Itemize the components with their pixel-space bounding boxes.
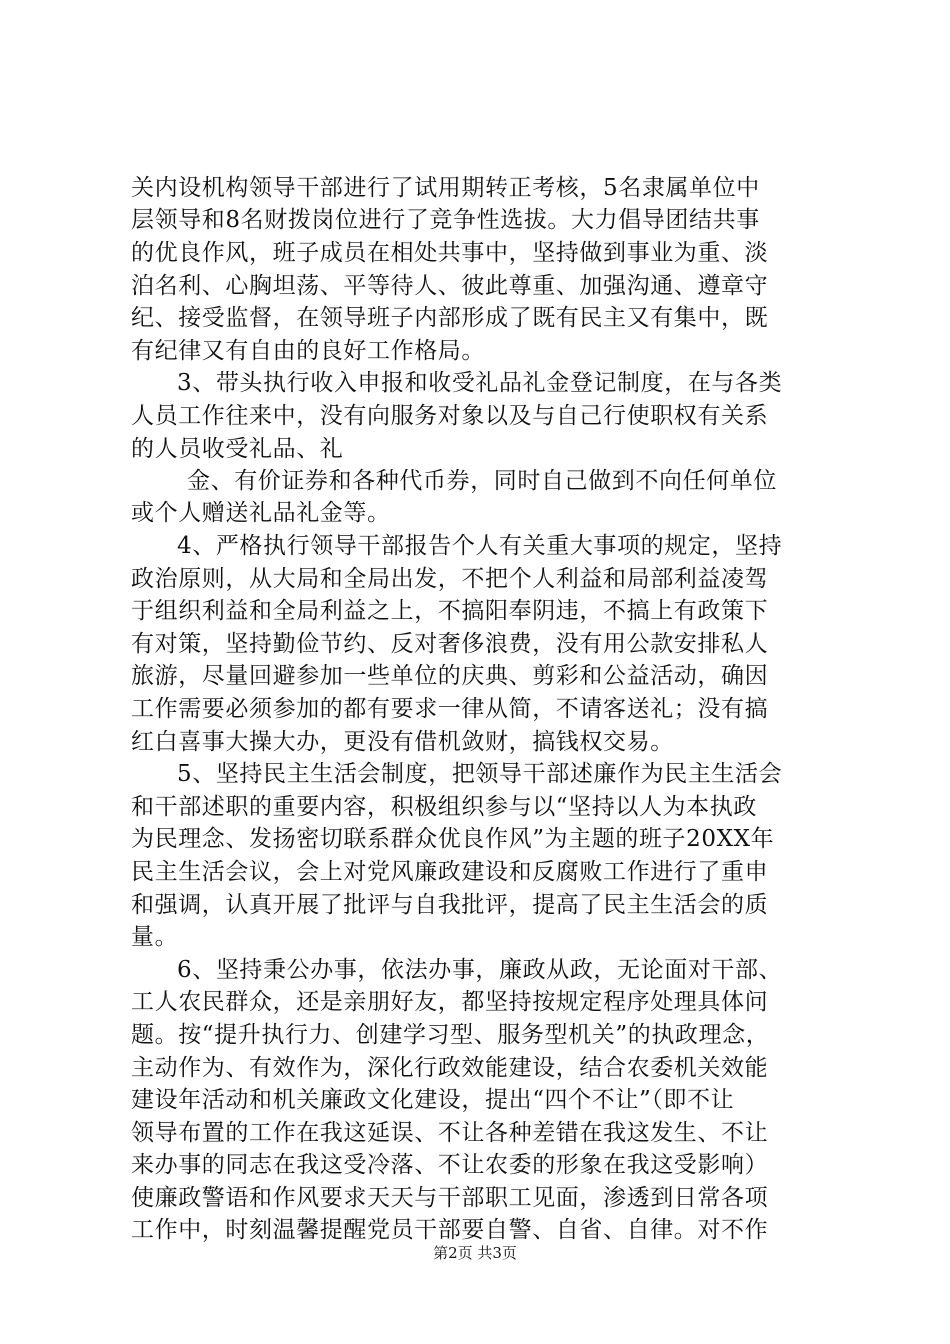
body-text-line: 有纪律又有自由的良好工作格局。 bbox=[131, 338, 485, 364]
body-text-line: 金、有价证券和各种代币券，同时自己做到不向任何单位 bbox=[187, 468, 777, 494]
body-text-line: 政治原则，从大局和全局出发，不把个人利益和局部利益凌驾 bbox=[131, 566, 769, 592]
body-text-line: 层领导和8名财拨岗位进行了竞争性选拔。大力倡导团结共事 bbox=[131, 207, 760, 233]
body-text-line: 和干部述职的重要内容，积极组织参与以“坚持以人为本执政 bbox=[131, 794, 757, 820]
body-text-line: 为民理念、发扬密切联系群众优良作风”为主题的班子20XX年 bbox=[131, 826, 775, 852]
body-text-line: 使廉政警语和作风要求天天与干部职工见面，渗透到日常各项 bbox=[131, 1185, 769, 1211]
paragraph-3-start: 3、带头执行收入申报和收受礼品礼金登记制度，在与各类 bbox=[177, 370, 783, 396]
body-text-line: 的人员收受礼品、礼 bbox=[131, 436, 344, 462]
paragraph-5-start: 5、坚持民主生活会制度，把领导干部述廉作为民主生活会 bbox=[177, 761, 783, 787]
paragraph-6-start: 6、坚持秉公办事，依法办事，廉政从政，无论面对干部、 bbox=[177, 957, 783, 983]
body-text-line: 关内设机构领导干部进行了试用期转正考核，5名隶属单位中 bbox=[131, 175, 760, 201]
body-text-line: 领导布置的工作在我这延误、不让各种差错在我这发生、不让 bbox=[131, 1120, 769, 1146]
body-text-line: 红白喜事大操大办，更没有借机敛财，搞钱权交易。 bbox=[131, 729, 674, 755]
body-text-line: 有对策，坚持勤俭节约、反对奢侈浪费，没有用公款安排私人 bbox=[131, 631, 769, 657]
body-text-line: 工人农民群众，还是亲朋好友，都坚持按规定程序处理具体问 bbox=[131, 989, 769, 1015]
body-text-line: 来办事的同志在我这受冷落、不让农委的形象在我这受影响） bbox=[131, 1152, 769, 1178]
body-text-line: 量。 bbox=[131, 924, 179, 950]
paragraph-4-start: 4、严格执行领导干部报告个人有关重大事项的规定，坚持 bbox=[177, 533, 783, 559]
body-text-line: 主动作为、有效作为，深化行政效能建设，结合农委机关效能 bbox=[131, 1055, 769, 1081]
body-text-line: 旅游，尽量回避参加一些单位的庆典、剪彩和公益活动，确因 bbox=[131, 663, 769, 689]
page-number-footer: 第2页 共3页 bbox=[433, 1244, 517, 1262]
body-text-line: 题。按“提升执行力、创建学习型、服务型机关”的执政理念， bbox=[131, 1022, 770, 1048]
body-text-line: 纪、接受监督，在领导班子内部形成了既有民主又有集中，既 bbox=[131, 305, 769, 331]
body-text-line: 和强调，认真开展了批评与自我批评，提高了民主生活会的质 bbox=[131, 892, 769, 918]
body-text-line: 的优良作风，班子成员在相处共事中，坚持做到事业为重、淡 bbox=[131, 240, 769, 266]
body-text-line: 建设年活动和机关廉政文化建设，提出“四个不让”（即不让 bbox=[131, 1087, 735, 1113]
body-text-line: 人员工作往来中，没有向服务对象以及与自己行使职权有关系 bbox=[131, 403, 769, 429]
body-text-line: 工作中，时刻温馨提醒党员干部要自警、自省、自律。对不作 bbox=[131, 1217, 769, 1243]
body-text-line: 或个人赠送礼品礼金等。 bbox=[131, 500, 391, 526]
body-text-line: 泊名利、心胸坦荡、平等待人、彼此尊重、加强沟通、遵章守 bbox=[131, 273, 769, 299]
body-text-line: 工作需要必须参加的都有要求一律从简，不请客送礼；没有搞 bbox=[131, 696, 769, 722]
body-text-line: 民主生活会议，会上对党风廉政建设和反腐败工作进行了重申 bbox=[131, 859, 769, 885]
body-text-line: 于组织利益和全局利益之上，不搞阳奉阴违，不搞上有政策下 bbox=[131, 598, 769, 624]
